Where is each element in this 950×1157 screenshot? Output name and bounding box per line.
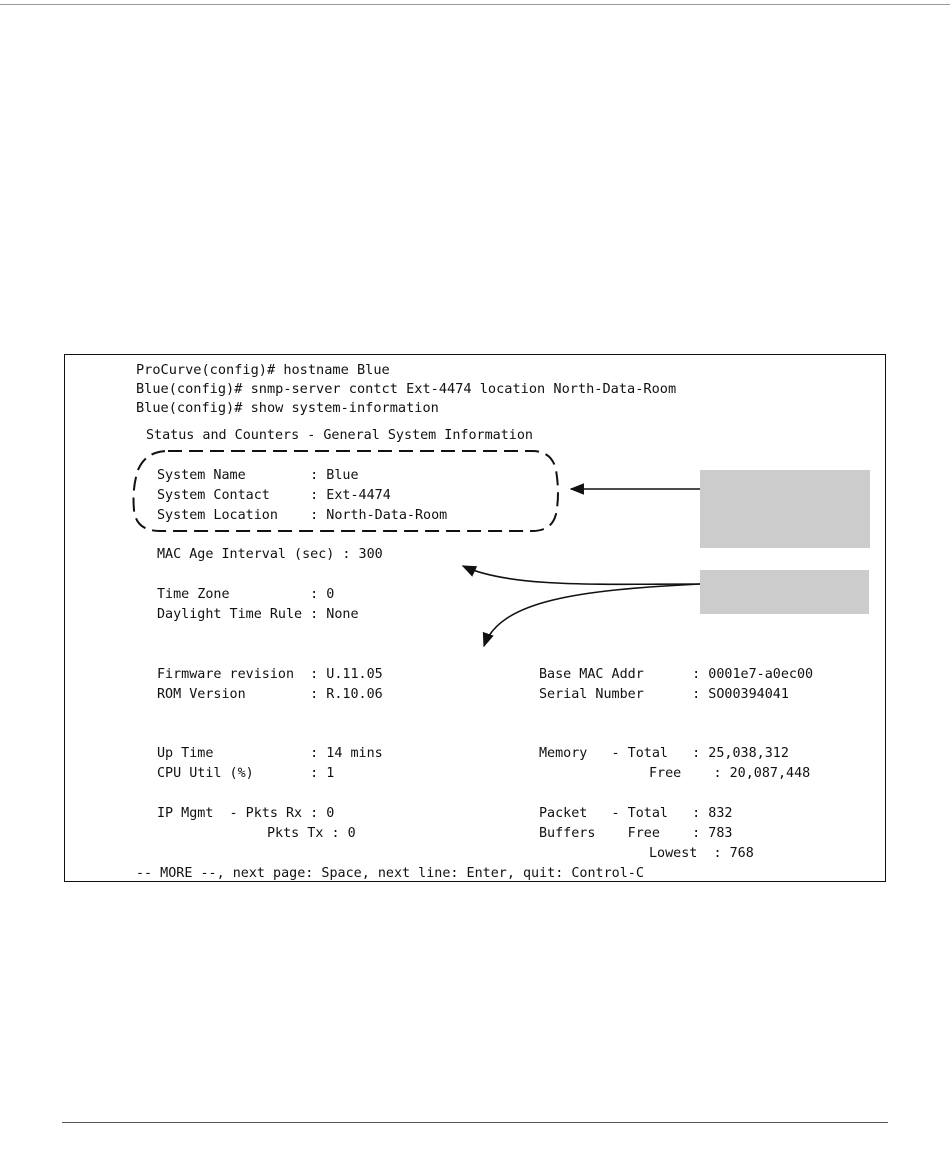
up-time-line: Up Time : 14 mins [157, 746, 383, 761]
packet-total-line: Packet - Total : 832 [539, 806, 733, 821]
memory-total-line: Memory - Total : 25,038,312 [539, 746, 789, 761]
time-zone-line: Time Zone : 0 [157, 587, 335, 602]
bottom-rule [62, 1122, 888, 1123]
buffers-free-line: Buffers Free : 783 [539, 826, 733, 841]
system-name-line: System Name : Blue [157, 468, 359, 483]
system-location-line: System Location : North-Data-Room [157, 508, 448, 523]
rom-version-line: ROM Version : R.10.06 [157, 687, 383, 702]
command-line-snmp-server: Blue(config)# snmp-server contct Ext-4474 location North-Data-Room [136, 381, 677, 397]
firmware-revision-line: Firmware revision : U.11.05 [157, 667, 383, 682]
command-line-show-system-information: Blue(config)# show system-information [136, 400, 439, 416]
command-line-hostname: ProCurve(config)# hostname Blue [136, 362, 390, 378]
cpu-util-line: CPU Util (%) : 1 [157, 766, 335, 781]
arrow-to-time-zone [484, 584, 700, 646]
more-prompt-line: -- MORE --, next page: Space, next line: Enter, quit: Control-C [136, 866, 644, 881]
arrow-to-mac-age [463, 566, 700, 584]
memory-free-line: Free : 20,087,448 [649, 766, 811, 781]
buffers-lowest-line: Lowest : 768 [649, 846, 754, 861]
dashed-highlight-outline [134, 451, 559, 531]
ip-mgmt-rx-line: IP Mgmt - Pkts Rx : 0 [157, 806, 335, 821]
daylight-time-rule-line: Daylight Time Rule : None [157, 607, 359, 622]
serial-number-line: Serial Number : SO00394041 [539, 687, 789, 702]
system-contact-line: System Contact : Ext-4474 [157, 488, 391, 503]
mac-age-interval-line: MAC Age Interval (sec) : 300 [157, 547, 383, 562]
ip-mgmt-tx-line: Pkts Tx : 0 [267, 826, 356, 841]
base-mac-addr-line: Base MAC Addr : 0001e7-a0ec00 [539, 667, 814, 682]
output-header: Status and Counters - General System Information [146, 428, 533, 443]
